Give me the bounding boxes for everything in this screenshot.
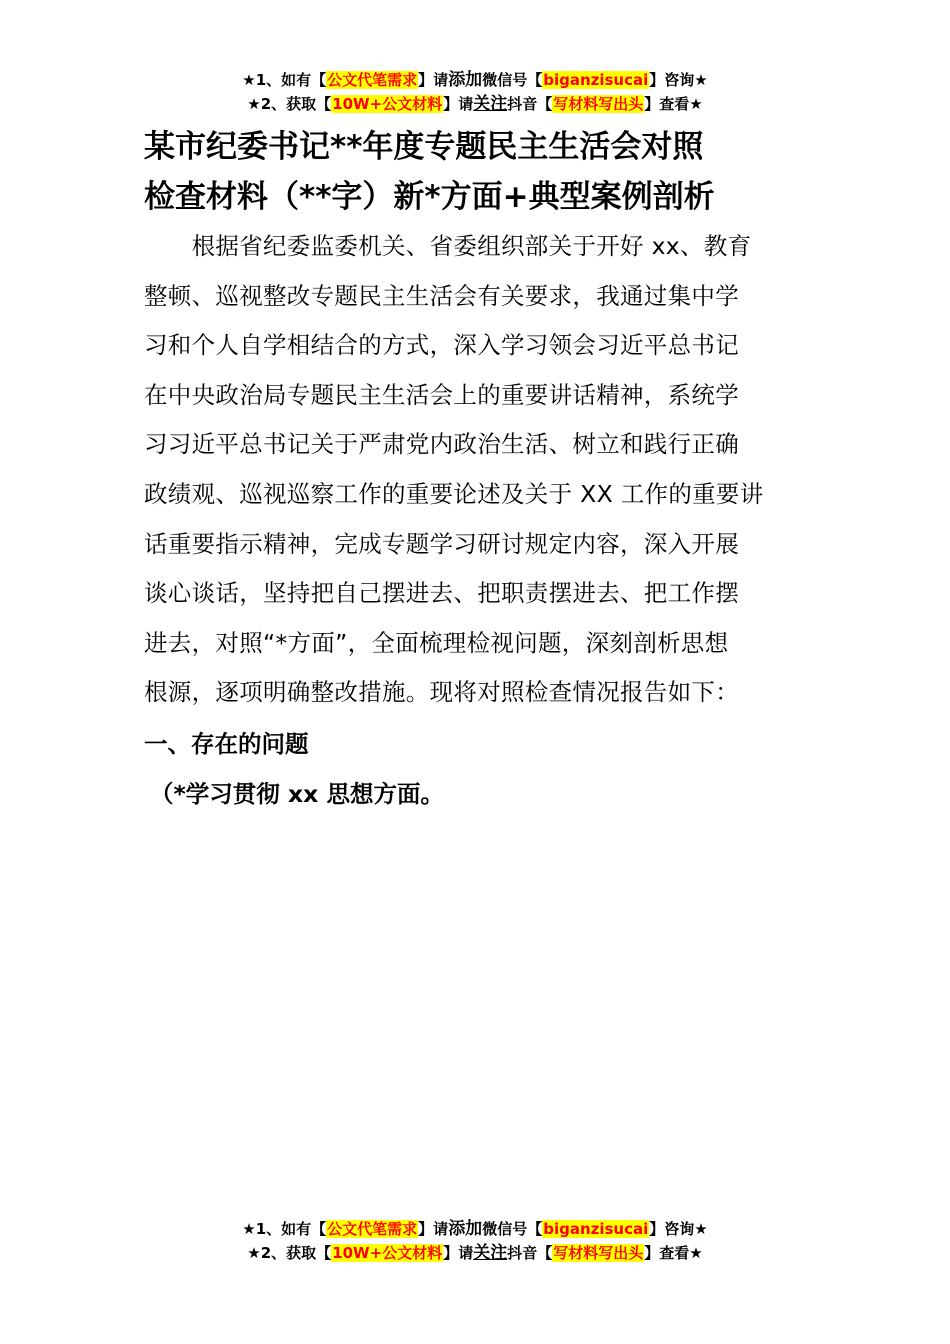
banner-text: ★1、如有【 bbox=[242, 71, 327, 89]
intro-paragraph bbox=[144, 222, 808, 718]
banner-text: ★2、获取【 bbox=[247, 95, 332, 113]
banner-text: 抖音【 bbox=[507, 1244, 553, 1262]
paragraph-line: 进去，对照“*方面”，全面梳理检视问题，深刻剖析思想 bbox=[144, 628, 729, 657]
paragraph-line: 话重要指示精神，完成专题学习研讨规定内容，深入开展 bbox=[144, 529, 739, 558]
paragraph-line: 在中央政治局专题民主生活会上的重要讲话精神，系统学 bbox=[144, 380, 739, 409]
banner-text: 】咨询★ bbox=[649, 1220, 708, 1238]
highlight-douyin-account: 写材料写出头 bbox=[553, 1244, 644, 1262]
banner-line-2 bbox=[0, 92, 950, 116]
banner-text: 】请 bbox=[418, 1220, 449, 1238]
paragraph-line: 谈心谈话，坚持把自己摆进去、把职责摆进去、把工作摆 bbox=[144, 579, 739, 608]
highlight-wechat-id: biganzisucai bbox=[543, 71, 649, 89]
highlight-douyin-account: 写材料写出头 bbox=[553, 95, 644, 113]
highlight-wechat-id: biganzisucai bbox=[543, 1220, 649, 1238]
banner-text: 】请 bbox=[443, 95, 474, 113]
subsection-heading-study: （*学习贯彻 xx 思想方面。 bbox=[150, 780, 444, 808]
highlight-materials: 10W+公文材料 bbox=[332, 1244, 443, 1262]
footer-banner bbox=[0, 1217, 950, 1265]
banner-text: ★2、获取【 bbox=[247, 1244, 332, 1262]
banner-line-1 bbox=[0, 1217, 950, 1241]
banner-text: 抖音【 bbox=[507, 95, 553, 113]
header-banner bbox=[0, 68, 950, 116]
paragraph-line: 习习近平总书记关于严肃党内政治生活、树立和践行正确 bbox=[144, 430, 739, 459]
emphasis-add: 添加 bbox=[448, 1219, 483, 1239]
banner-text: 微信号【 bbox=[482, 71, 543, 89]
paragraph-line: 根据省纪委监委机关、省委组织部关于开好 xx、教育 bbox=[144, 232, 752, 260]
emphasis-follow: 关注 bbox=[473, 1243, 508, 1263]
document-title bbox=[144, 122, 814, 222]
highlight-service: 公文代笔需求 bbox=[327, 71, 418, 89]
title-line-2: 检查材料（**字）新*方面+典型案例剖析 bbox=[144, 179, 715, 215]
banner-text: 】查看★ bbox=[644, 1244, 703, 1262]
emphasis-follow: 关注 bbox=[473, 94, 508, 114]
paragraph-line: 习和个人自学相结合的方式，深入学习领会习近平总书记 bbox=[144, 331, 739, 360]
banner-line-2 bbox=[0, 1241, 950, 1265]
banner-text: 】请 bbox=[443, 1244, 474, 1262]
banner-text: ★1、如有【 bbox=[242, 1220, 327, 1238]
section-heading-problems: 一、存在的问题 bbox=[144, 730, 309, 758]
emphasis-add: 添加 bbox=[448, 70, 483, 90]
paragraph-line: 整顿、巡视整改专题民主生活会有关要求，我通过集中学 bbox=[144, 281, 739, 310]
banner-text: 】查看★ bbox=[644, 95, 703, 113]
paragraph-line: 根源，逐项明确整改措施。现将对照检查情况报告如下： bbox=[144, 678, 739, 707]
banner-text: 微信号【 bbox=[482, 1220, 543, 1238]
highlight-materials: 10W+公文材料 bbox=[332, 95, 443, 113]
banner-text: 】请 bbox=[418, 71, 449, 89]
banner-text: 】咨询★ bbox=[649, 71, 708, 89]
title-line-1: 某市纪委书记**年度专题民主生活会对照 bbox=[144, 129, 704, 165]
highlight-service: 公文代笔需求 bbox=[327, 1220, 418, 1238]
banner-line-1 bbox=[0, 68, 950, 92]
paragraph-line: 政绩观、巡视巡察工作的重要论述及关于 XX 工作的重要讲 bbox=[144, 479, 764, 508]
